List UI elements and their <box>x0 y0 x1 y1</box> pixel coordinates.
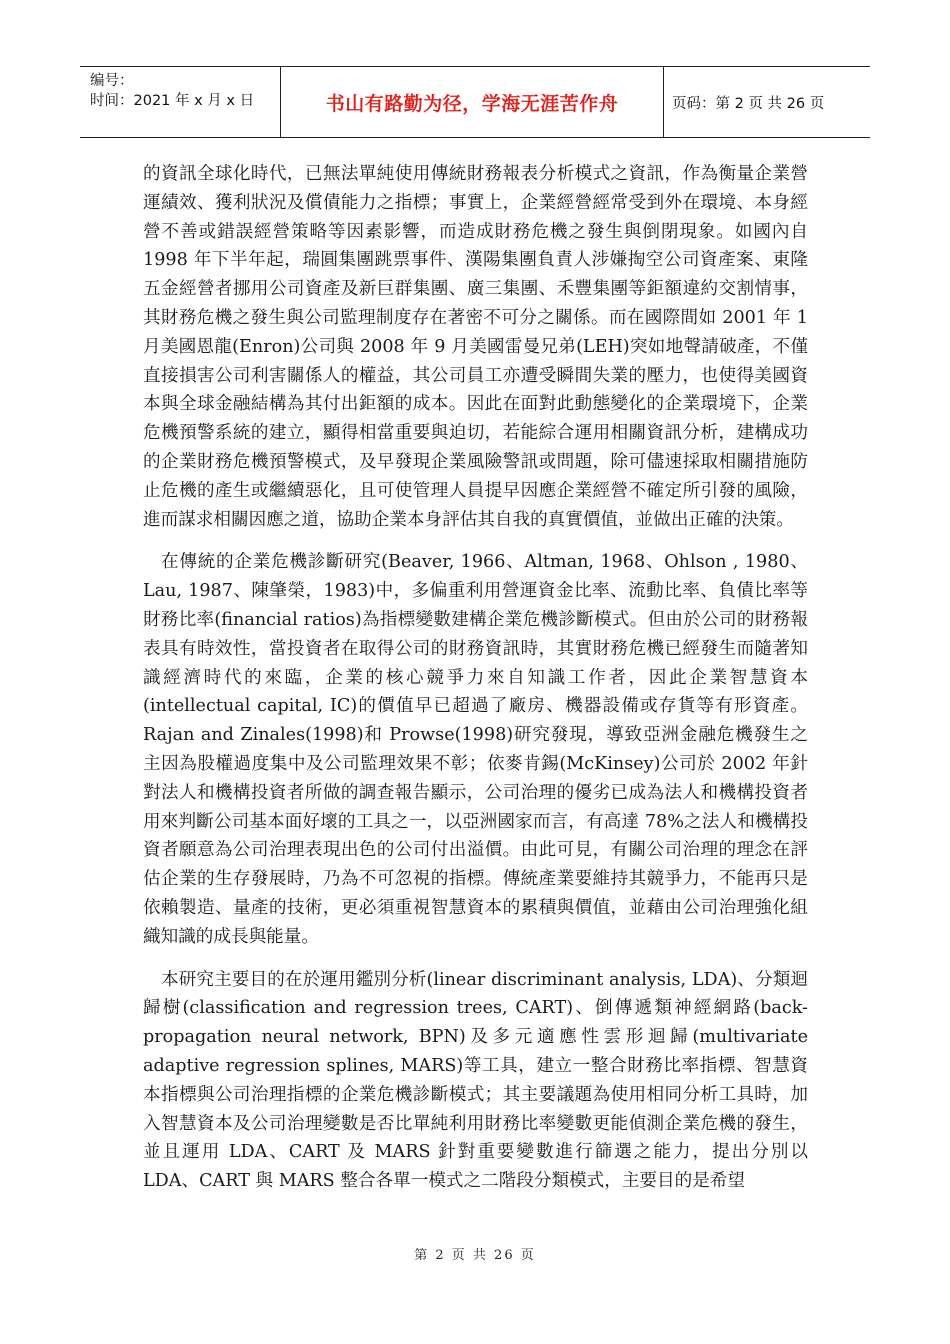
header-page-info: 页码：第 2 页 共 26 页 <box>672 95 825 112</box>
paragraph-1: 的資訊全球化時代，已無法單純使用傳統財務報表分析模式之資訊，作為衡量企業營運績效、獲利狀況及償債能力之指標；事實上，企業經營經常受到外在環境、本身經營不善或錯誤經營策略等因素影響，而造成財務危機之發生與倒閉現象。如國內自 1998 年下半年起，瑞圓集團跳票事件、漢陽集團負責人涉嫌掏空公司資產案、東隆五金經營者挪用公司資產及新巨群集團、廣三集團、禾豐集團等鉅額違約交割情事，其財務危機之發生與公司監理制度存在著密不可分之關係。而在國際間如 2001 年 1 月美國恩龍(Enron)公司與 2008 年 9 月美國雷曼兄弟(LEH)突如地聲請破產，不僅直接損害公司利害關係人的權益，其公司員工亦遭受瞬間失業的壓力，也使得美國資本與全球金融結構為其付出鉅額的成本。因此在面對此動態變化的企業環境下，企業危機預警系統的建立，顯得相當重要與迫切，若能綜合運用相關資訊分析，建構成功的企業財務危機預警模式，及早發現企業風險警訊或問題，除可儘速採取相關措施防止危機的產生或繼續惡化，且可使管理人員提早因應企業經營不確定所引發的風險，進而謀求相關因應之道，協助企業本身評估其自我的真實價值，並做出正確的決策。 <box>143 164 808 530</box>
header-meta <box>80 67 280 137</box>
page-footer: 第 2 页 共 26 页 <box>414 1248 536 1263</box>
document-body <box>143 160 808 1196</box>
document-code-label: 编号： <box>90 73 134 89</box>
page-header <box>80 66 870 138</box>
document-time: 时间：2021 年 x 月 x 日 <box>90 93 255 109</box>
header-motto: 书山有路勤为径，学海无涯苦作舟 <box>325 92 619 115</box>
paragraph-3: 本研究主要目的在於運用鑑別分析(linear discriminant analysis, LDA)、分類迴歸樹(classification and regression trees, CART)、倒傳遞類神經網路(back-propagation neural network, BPN)及多元適應性雲形迴歸(multivariate adaptive regression splines, MARS)等工具，建立一整合財務比率指標、智慧資本指標與公司治理指標的企業危機診斷模式；其主要議題為使用相同分析工具時，加入智慧資本及公司治理變數是否比單純利用財務比率變數更能偵測企業危機的發生，並且運用 LDA、CART 及 MARS 針對重要變數進行篩選之能力，提出分別以 LDA、CART 與 MARS 整合各單一模式之二階段分類模式，主要目的是希望 <box>143 969 808 1192</box>
header-motto-cell <box>280 67 664 137</box>
paragraph-2: 在傳統的企業危機診斷研究(Beaver, 1966、Altman, 1968、Ohlson , 1980、Lau, 1987、陳肇榮，1983)中，多偏重利用營運資金比率、流動比率、負債比率等財務比率(financial ratios)為指標變數建構企業危機診斷模式。但由於公司的財務報表具有時效性，當投資者在取得公司的財務資訊時，其實財務危機已經發生而隨著知識經濟時代的來臨，企業的核心競爭力來自知識工作者，因此企業智慧資本(intellectual capital, IC)的價值早已超過了廠房、機器設備或存貨等有形資產。Rajan and Zinales(1998)和 Prowse(1998)研究發現，導致亞洲金融危機發生之主因為股權過度集中及公司監理效果不彰；依麥肯錫(McKinsey)公司於 2002 年針對法人和機構投資者所做的調查報告顯示，公司治理的優劣已成為法人和機構投資者用來判斷公司基本面好壞的工具之一，以亞洲國家而言，有高達 78%之法人和機構投資者願意為公司治理表現出色的公司付出溢價。由此可見，有關公司治理的理念在評估企業的生存發展時，乃為不可忽視的指標。傳統產業要維持其競爭力，不能再只是依賴製造、量產的技術，更必須重視智慧資本的累積與價值，並藉由公司治理強化組織知識的成長與能量。 <box>143 552 808 947</box>
